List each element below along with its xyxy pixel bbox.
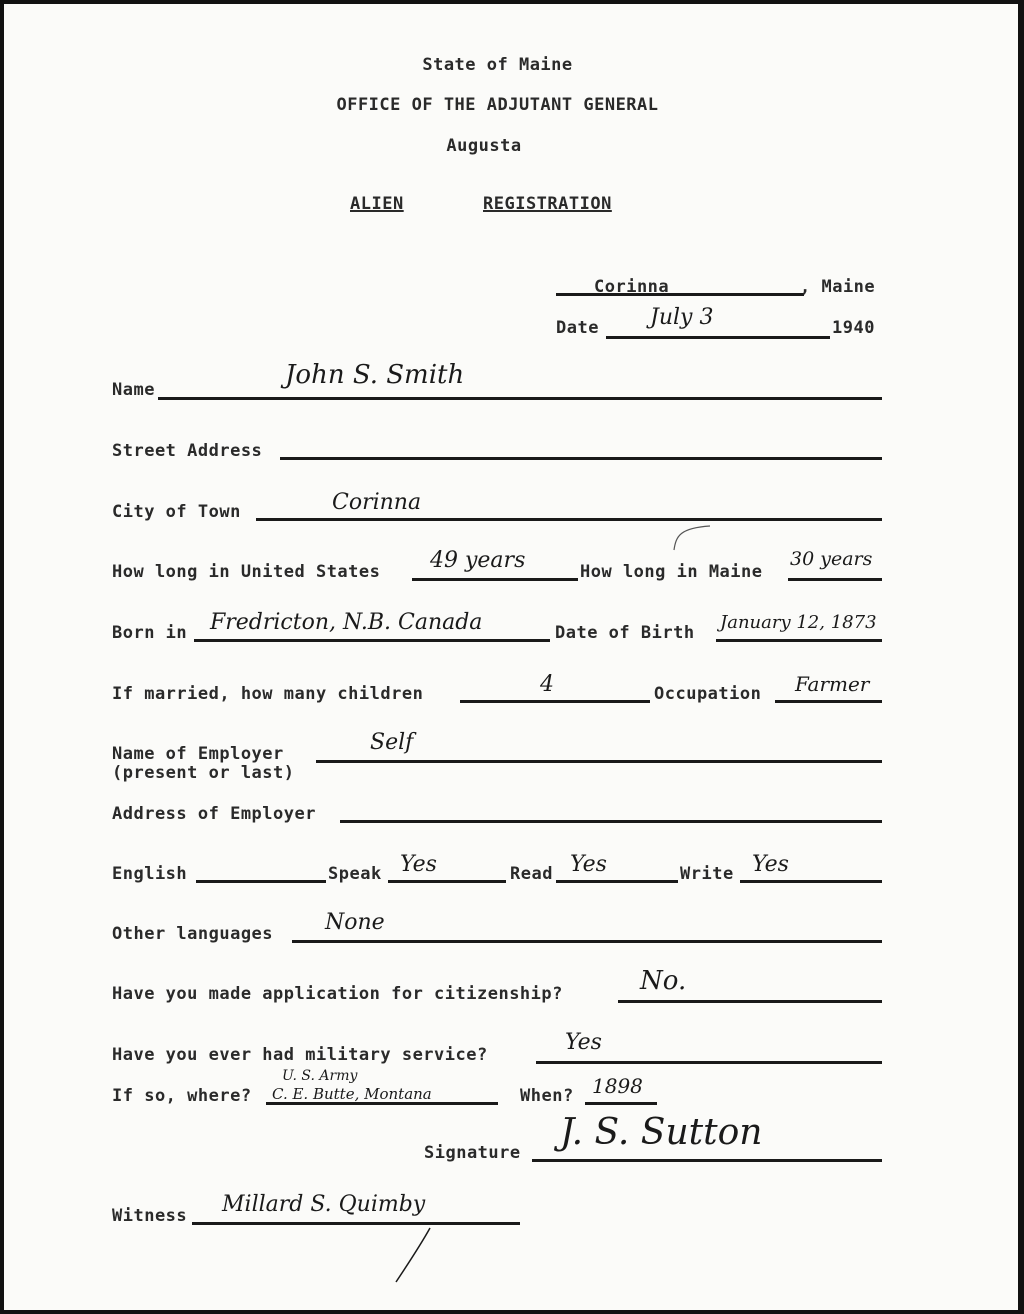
english-line <box>196 880 326 883</box>
write-label: Write <box>680 864 734 884</box>
employer-address-line <box>340 820 882 823</box>
write-value: Yes <box>752 852 789 877</box>
other-languages-line <box>292 940 882 943</box>
city-value: Corinna <box>332 490 422 515</box>
city-label: City of Town <box>112 502 241 522</box>
city-line <box>256 518 882 521</box>
military-label: Have you ever had military service? <box>112 1045 488 1065</box>
dob-value: January 12, 1873 <box>720 612 877 633</box>
children-label: If married, how many children <box>112 684 424 704</box>
name-line <box>158 397 882 400</box>
street-line <box>280 457 882 460</box>
town-value: Corinna <box>594 277 670 297</box>
speak-value: Yes <box>400 852 437 877</box>
read-value: Yes <box>570 852 607 877</box>
children-value: 4 <box>540 672 554 697</box>
when-line <box>585 1102 657 1105</box>
write-line <box>740 880 882 883</box>
occupation-label: Occupation <box>654 684 762 704</box>
name-value: John S. Smith <box>285 360 465 390</box>
employer-sublabel: (present or last) <box>112 763 295 783</box>
dob-line <box>716 639 882 642</box>
where-label: If so, where? <box>112 1086 252 1106</box>
date-label: Date <box>556 318 599 338</box>
where-note: U. S. Army <box>282 1068 358 1084</box>
born-label: Born in <box>112 623 188 643</box>
header-state: State of Maine <box>422 55 573 75</box>
street-label: Street Address <box>112 441 263 461</box>
date-value: July 3 <box>650 305 714 330</box>
when-value: 1898 <box>592 1074 643 1098</box>
speak-label: Speak <box>328 864 382 884</box>
us-line <box>412 578 578 581</box>
maine-line <box>788 578 882 581</box>
us-label: How long in United States <box>112 562 381 582</box>
born-value: Fredricton, N.B. Canada <box>210 610 483 635</box>
scan-border-top <box>0 0 1024 4</box>
occupation-line <box>775 700 882 703</box>
pen-tick-mark <box>670 524 720 554</box>
witness-label: Witness <box>112 1206 188 1226</box>
date-line <box>606 336 830 339</box>
employer-label: Name of Employer <box>112 744 284 764</box>
citizenship-line <box>618 1000 882 1003</box>
employer-line <box>316 760 882 763</box>
pen-stroke-mark <box>390 1226 450 1286</box>
state-label: , Maine <box>800 277 876 297</box>
speak-line <box>388 880 506 883</box>
citizenship-label: Have you made application for citizenship? <box>112 984 563 1004</box>
dob-label: Date of Birth <box>555 623 695 643</box>
english-label: English <box>112 864 188 884</box>
born-line <box>194 639 550 642</box>
maine-value: 30 years <box>790 548 873 570</box>
children-line <box>460 700 650 703</box>
signature-label: Signature <box>424 1143 521 1163</box>
us-value: 49 years <box>430 548 526 573</box>
name-label: Name <box>112 380 155 400</box>
header-office: OFFICE OF THE ADJUTANT GENERAL <box>336 95 659 115</box>
title-alien: ALIEN <box>350 194 404 214</box>
occupation-value: Farmer <box>795 672 870 696</box>
date-year: 1940 <box>832 318 875 338</box>
witness-value: Millard S. Quimby <box>222 1192 426 1217</box>
scan-border-right <box>1018 0 1024 1314</box>
employer-value: Self <box>370 730 414 755</box>
maine-label: How long in Maine <box>580 562 763 582</box>
military-line <box>536 1061 882 1064</box>
header-city: Augusta <box>446 136 522 156</box>
military-value: Yes <box>565 1030 602 1055</box>
title-registration: REGISTRATION <box>483 194 612 214</box>
scan-border-left <box>0 0 4 1314</box>
where-value: C. E. Butte, Montana <box>272 1085 432 1103</box>
scan-border-bottom <box>0 1310 1024 1314</box>
other-languages-label: Other languages <box>112 924 274 944</box>
signature-value: J. S. Sutton <box>560 1112 763 1153</box>
witness-line <box>192 1222 520 1225</box>
employer-address-label: Address of Employer <box>112 804 316 824</box>
citizenship-value: No. <box>640 966 687 996</box>
read-line <box>556 880 678 883</box>
when-label: When? <box>520 1086 574 1106</box>
other-languages-value: None <box>325 910 385 935</box>
signature-line <box>532 1159 882 1162</box>
read-label: Read <box>510 864 553 884</box>
